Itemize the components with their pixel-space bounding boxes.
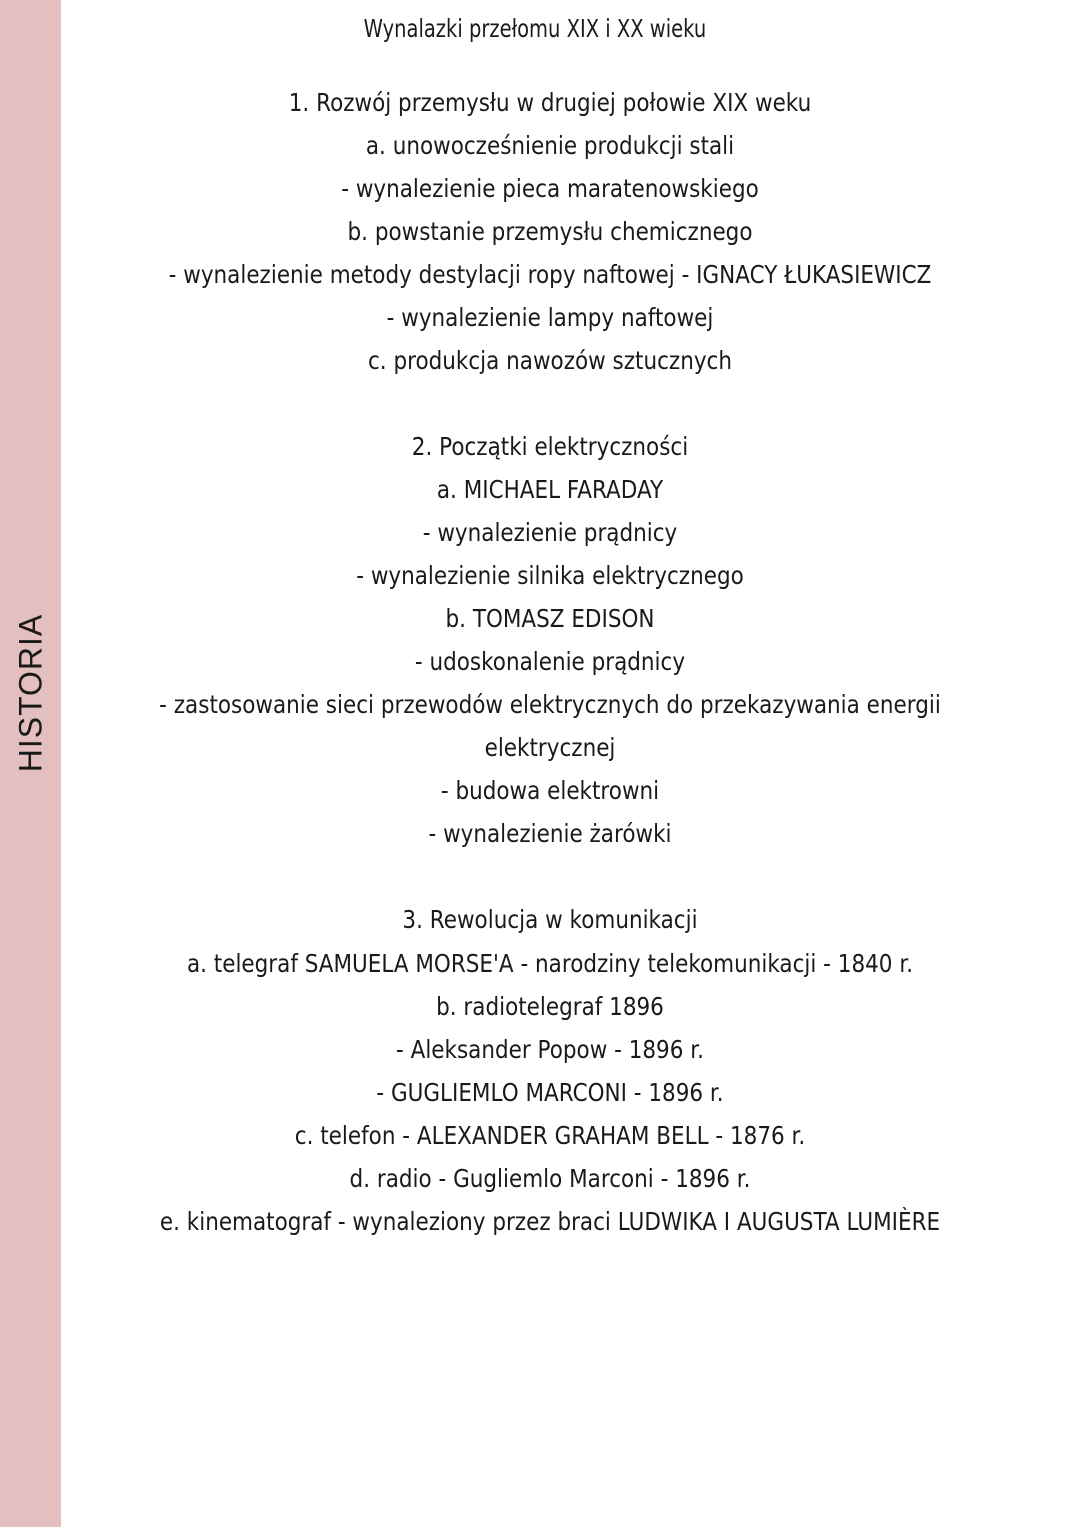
- section-3-heading: 3. Rewolucja w komunikacji: [402, 905, 698, 934]
- note-line: a. unowocześnienie produkcji stali: [365, 131, 735, 160]
- note-line: - Aleksander Popow - 1896 r.: [396, 1035, 704, 1064]
- note-line: b. radiotelegraf 1896: [436, 992, 664, 1021]
- note-line: a. telegraf SAMUELA MORSE'A - narodziny telekomunikacji - 1840 r.: [186, 949, 914, 978]
- note-line: - GUGLIEMLO MARCONI - 1896 r.: [376, 1078, 724, 1107]
- note-line: - udoskonalenie prądnicy: [414, 647, 686, 676]
- note-line: b. powstanie przemysłu chemicznego: [347, 217, 753, 246]
- note-line: - zastosowanie sieci przewodów elektrycznych do przekazywania energii: [159, 690, 941, 719]
- note-line: elektrycznej: [484, 733, 616, 762]
- note-line: c. produkcja nawozów sztucznych: [367, 346, 733, 375]
- page-title: Wynalazki przełomu XIX i XX wieku: [363, 14, 707, 43]
- section-2-heading: 2. Początki elektryczności: [411, 432, 689, 461]
- note-line: - wynalezienie żarówki: [428, 819, 672, 848]
- note-line: - wynalezienie lampy naftowej: [386, 303, 714, 332]
- note-line: c. telefon - ALEXANDER GRAHAM BELL - 1876 r.: [294, 1121, 806, 1150]
- note-line: - budowa elektrowni: [440, 776, 660, 805]
- note-line: - wynalezienie prądnicy: [422, 518, 678, 547]
- note-line: - wynalezienie silnika elektrycznego: [356, 561, 744, 590]
- note-line: e. kinematograf - wynaleziony przez braci LUDWIKA I AUGUSTA LUMIÈRE: [159, 1207, 941, 1236]
- note-line: - wynalezienie metody destylacji ropy naftowej - IGNACY ŁUKASIEWICZ: [168, 260, 932, 289]
- side-band: [0, 0, 61, 1527]
- note-line: - wynalezienie pieca maratenowskiego: [341, 174, 759, 203]
- note-line: a. MICHAEL FARADAY: [436, 475, 664, 504]
- section-1-heading: 1. Rozwój przemysłu w drugiej połowie XIX weku: [288, 88, 812, 117]
- note-line: b. TOMASZ EDISON: [445, 604, 655, 633]
- note-line: d. radio - Gugliemlo Marconi - 1896 r.: [349, 1164, 751, 1193]
- subject-label: HISTORIA: [12, 613, 49, 773]
